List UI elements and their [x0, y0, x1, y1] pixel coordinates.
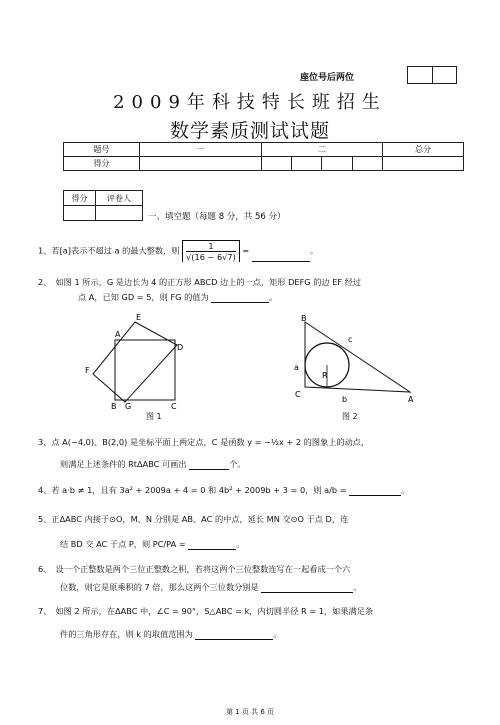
q5-line-1: 5、正ΔABC 内接于⊙O，M、N 分别是 AB、AC 的中点，延长 MN 交⊙O 于点 D，连 — [38, 514, 349, 524]
question-6-line-2 — [60, 581, 362, 593]
q2-answer-blank[interactable] — [211, 302, 269, 303]
q3-line-1: 3、点 A(−4,0)、B(2,0) 是坐标平面上两定点，C 是函数 y = −½x + 2 的图象上的动点， — [38, 437, 370, 447]
fig2-label-c-side: c — [348, 335, 353, 344]
score-header-cell: 一 — [140, 143, 262, 157]
q7-answer-blank[interactable] — [195, 639, 273, 640]
q4-end: 。 — [401, 485, 410, 495]
score-header-cell: 题号 — [64, 143, 140, 157]
q3-answer-blank[interactable] — [189, 469, 229, 470]
question-2-line-2 — [78, 291, 278, 303]
score-row-label: 得分 — [64, 157, 140, 171]
question-7-line-2 — [60, 628, 282, 640]
score-header-cell: 二 — [261, 143, 383, 157]
q6-line-2: 位数，则它是原乘积的 7 倍，那么这两个三位数分别是 — [60, 582, 259, 592]
grader-table — [63, 190, 143, 221]
q5-answer-blank[interactable] — [188, 549, 236, 550]
grader-name-cell[interactable] — [95, 206, 142, 221]
fig1-label-b: B — [111, 402, 117, 410]
fig1-label-g: G — [125, 402, 132, 410]
fig2-label-r: R — [322, 371, 328, 380]
fig2-label-a-side: a — [294, 363, 299, 372]
q4-answer-blank[interactable] — [349, 495, 401, 496]
q7-line-1: 7、 如图 2 所示，在ΔABC 中，∠C = 90°，S△ABC = k，内切圆半径 R = 1，如果满足条 — [38, 606, 374, 616]
q5-line-2: 结 BD 交 AC 于点 P，则 PC/PA = — [60, 539, 186, 549]
score-cell[interactable] — [383, 157, 464, 171]
grader-score-label: 得分 — [64, 191, 96, 206]
q5-end: 。 — [236, 539, 245, 549]
fig1-label-d: D — [177, 343, 184, 352]
figure-1-caption: 图 1 — [146, 412, 162, 421]
section-title: 一、填空题（每题 8 分，共 56 分） — [148, 212, 286, 222]
q6-end: 。 — [353, 582, 362, 592]
question-5-line-2 — [60, 538, 244, 550]
q1-numerator: 1 — [186, 241, 236, 252]
fig2-label-c-vertex: C — [295, 390, 301, 399]
question-1 — [38, 240, 318, 262]
figure-2 — [290, 312, 420, 412]
grader-name-label: 评卷人 — [95, 191, 142, 206]
score-header-cell: 总分 — [383, 143, 464, 157]
fig2-label-b: B — [301, 314, 307, 323]
q2-line-2: 点 A，已知 GD = 5，则 FG 的值为 — [78, 292, 209, 302]
q4-text: 4、若 a·b ≠ 1，且有 3a² + 2009a + 4 = 0 和 4b² + 2009b + 3 = 0，则 a/b = — [38, 485, 347, 495]
q1-end: 。 — [309, 245, 319, 256]
q6-line-1: 6、 设一个正整数是两个三位正整数之积，若将这两个三位整数连写在一起看成一个六 — [38, 564, 351, 574]
seat-number-boxes[interactable] — [407, 66, 457, 84]
score-table — [63, 142, 464, 171]
question-3-line-2 — [60, 458, 246, 470]
fig2-label-a-vertex: A — [408, 395, 414, 404]
score-cell[interactable] — [261, 157, 291, 171]
fig2-label-b-side: b — [342, 395, 348, 404]
fig1-label-a: A — [115, 330, 121, 339]
grader-score-cell[interactable] — [64, 206, 96, 221]
exam-subtitle: 数学素质测试试题 — [169, 120, 330, 142]
q7-line-2: 件的三角形存在，则 k 的取值范围为 — [60, 629, 193, 639]
fig1-label-f: F — [85, 366, 90, 375]
fig1-label-c: C — [171, 402, 177, 410]
q3-line-2: 则满足上述条件的 RtΔABC 可画出 — [60, 459, 187, 469]
q6-answer-blank[interactable] — [261, 592, 353, 593]
page-footer: 第 1 页 共 6 页 — [225, 708, 275, 716]
fig1-label-e: E — [136, 313, 142, 322]
score-cell[interactable] — [352, 157, 382, 171]
question-4 — [38, 484, 409, 496]
score-cell[interactable] — [140, 157, 262, 171]
exam-title: 2009年科技特长班招生 — [113, 92, 387, 113]
q1-text: 1、若[a]表示不超过 a 的最大整数，则 — [38, 245, 180, 256]
figure-1 — [85, 310, 195, 410]
q2-line-1: 2、 如图 1 所示，G 是边长为 4 的正方形 ABCD 边上的一点，矩形 DEFG 的边 EF 经过 — [38, 277, 362, 287]
score-cell[interactable] — [322, 157, 352, 171]
q1-denominator: √(16 − 6√7) — [186, 252, 236, 262]
figure-2-caption: 图 2 — [342, 412, 358, 421]
q7-end: 。 — [273, 629, 282, 639]
q3-end: 个。 — [229, 459, 246, 469]
q2-end: 。 — [269, 292, 278, 302]
q1-equals: = — [242, 245, 250, 256]
seat-number-label: 座位号后两位 — [300, 73, 355, 83]
q1-answer-blank[interactable] — [252, 261, 310, 262]
score-cell[interactable] — [291, 157, 321, 171]
